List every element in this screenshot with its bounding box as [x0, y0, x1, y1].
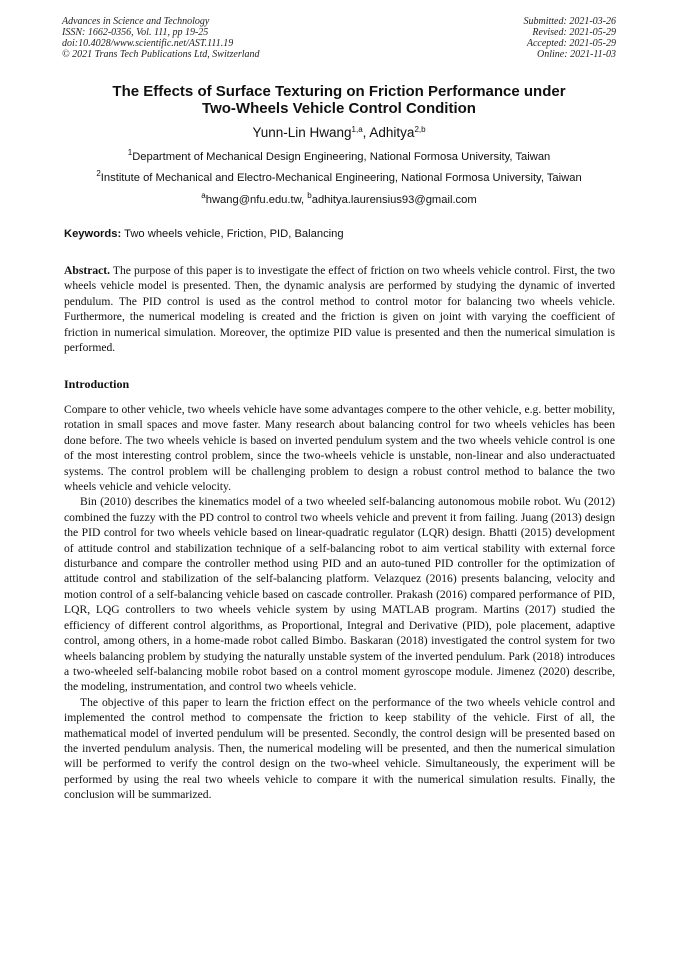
affiliation-2-mark: 2 [96, 169, 101, 178]
affiliation-1 [40, 148, 638, 164]
title-line-1: The Effects of Surface Texturing on Friction Performance under [112, 83, 566, 100]
abstract-text: The purpose of this paper is to investigate the effect of friction on two wheels vehicle control. First, the two wheels vehicle model is presented. Then, the dynamic analysis are performed by studying the dynamic of inverted pendulum. The PID control is used as the control method to control motor for balancing two wheels vehicle. Furthermore, the numerical modeling is created and the friction is given on joint with varying the coefficient of friction in numerical simulation. Moreover, the optimize PID value is presented and then the numerical simulation is performed. [64, 264, 615, 355]
introduction-body [64, 402, 615, 803]
author-emails [40, 191, 638, 207]
abstract-label: Abstract. [64, 264, 111, 277]
author-list [60, 125, 618, 141]
affiliation-2-text: Institute of Mechanical and Electro-Mechanical Engineering, National Formosa University, Taiwan [100, 172, 582, 184]
date-submitted: Submitted: 2021-03-26 [523, 16, 616, 27]
author-separator: , [362, 125, 370, 140]
title-line-2: Two-Wheels Vehicle Control Condition [202, 100, 476, 117]
journal-issn: ISSN: 1662-0356, Vol. 111, pp 19-25 [62, 27, 209, 38]
email-1-mark: a [201, 191, 206, 200]
keywords-text: Two wheels vehicle, Friction, PID, Balancing [121, 228, 344, 240]
journal-doi[interactable]: doi:10.4028/www.scientific.net/AST.111.19 [62, 38, 234, 49]
paper-title [60, 83, 618, 117]
email-2[interactable]: adhitya.laurensius93@gmail.com [311, 194, 477, 206]
journal-copyright: © 2021 Trans Tech Publications Ltd, Switzerland [62, 49, 260, 60]
intro-paragraph-1: Compare to other vehicle, two wheels vehicle have some advantages compere to the other vehicle, e.g. better mobility, rotation in small spaces and move faster. Many research about balancing control for two wheels vehicles has been done before. The two wheels vehicle is based on inverted pendulum system and the two wheels vehicle control is one of the most interesting control problem, since the two-wheels vehicle is unstable, non-linear and also underactuated systems. The control problem will be challenging problem to design a robust control method to balance the two wheels vehicle and vehicle velocity. [64, 403, 615, 494]
author-1: Yunn-Lin Hwang [252, 125, 352, 140]
email-2-mark: b [307, 191, 312, 200]
author-2-affil-mark: 2,b [414, 125, 426, 134]
publication-dates [524, 16, 617, 60]
journal-name: Advances in Science and Technology [62, 16, 210, 27]
date-online: Online: 2021-11-03 [537, 49, 616, 60]
keywords [64, 228, 614, 241]
abstract [64, 263, 615, 355]
date-revised: Revised: 2021-05-29 [532, 27, 616, 38]
author-1-affil-mark: 1,a [351, 125, 363, 134]
author-2: Adhitya [369, 125, 415, 140]
affiliation-1-text: Department of Mechanical Design Engineering, National Formosa University, Taiwan [132, 151, 551, 163]
intro-paragraph-3: The objective of this paper to learn the friction effect on the performance of the two wheels vehicle control and implemented the control method to compensate the friction to keep stability of the vehicle. First of all, the mathematical model of inverted pendulum will be presented. Secondly, the control design will be presented based on the inverted pendulum analysis. Then, the numerical modeling will be presented, and then the numerical simulation will be performed to verify the control design on the two-wheel vehicle. Simultaneously, the experiment will be performed by using the real two wheels vehicle to compare it with the numerical simulation results. Finally, the conclusion will be summarized. [64, 695, 615, 802]
journal-info [62, 16, 260, 60]
date-accepted: Accepted: 2021-05-29 [526, 38, 616, 49]
email-1[interactable]: hwang@nfu.edu.tw, [205, 194, 308, 206]
affiliation-1-mark: 1 [127, 148, 133, 157]
affiliation-2 [40, 169, 638, 185]
intro-paragraph-2: Bin (2010) describes the kinematics model of a two wheeled self-balancing autonomous mobile robot. Wu (2012) combined the fuzzy with the PD control to control two wheels vehicle and prevent it from failing. Juang (2013) design the PID control for two wheels vehicle based on linear-quadratic regulator (LQR) design. Bhatti (2015) development of attitude control and stabilization technique of a self-balancing robot to aim vertical stability with external force disturbance and compare the controller method using PID and an auto-tuned PID controller for the optimization of attitude control and stabilization of the self-balancing platform. Velazquez (2016) presents balancing, velocity and motion control of a self-balancing vehicle based on cascade controller. Prakash (2016) compared performance of PID, LQR, LQG controllers to two wheels vehicle system by using MATLAB program. Martins (2017) studied the efficiency of different control algorithms, as Proportional, Integral and Derivative (PID), pole placement, adaptive control, among others, in a home-made robot called Bimbo. Baskaran (2018) investigated the control system for two wheels balancing problem by studying the naturally unstable system of the inverted pendulum. Park (2018) introduces a two-wheeled self-balancing mobile robot based on a control moment gyroscope module. Jimenez (2020) describe, the modeling, instrumentation, and control two wheels vehicle. [64, 495, 615, 694]
section-heading-introduction: Introduction [64, 377, 130, 391]
keywords-label: Keywords: [64, 228, 122, 240]
